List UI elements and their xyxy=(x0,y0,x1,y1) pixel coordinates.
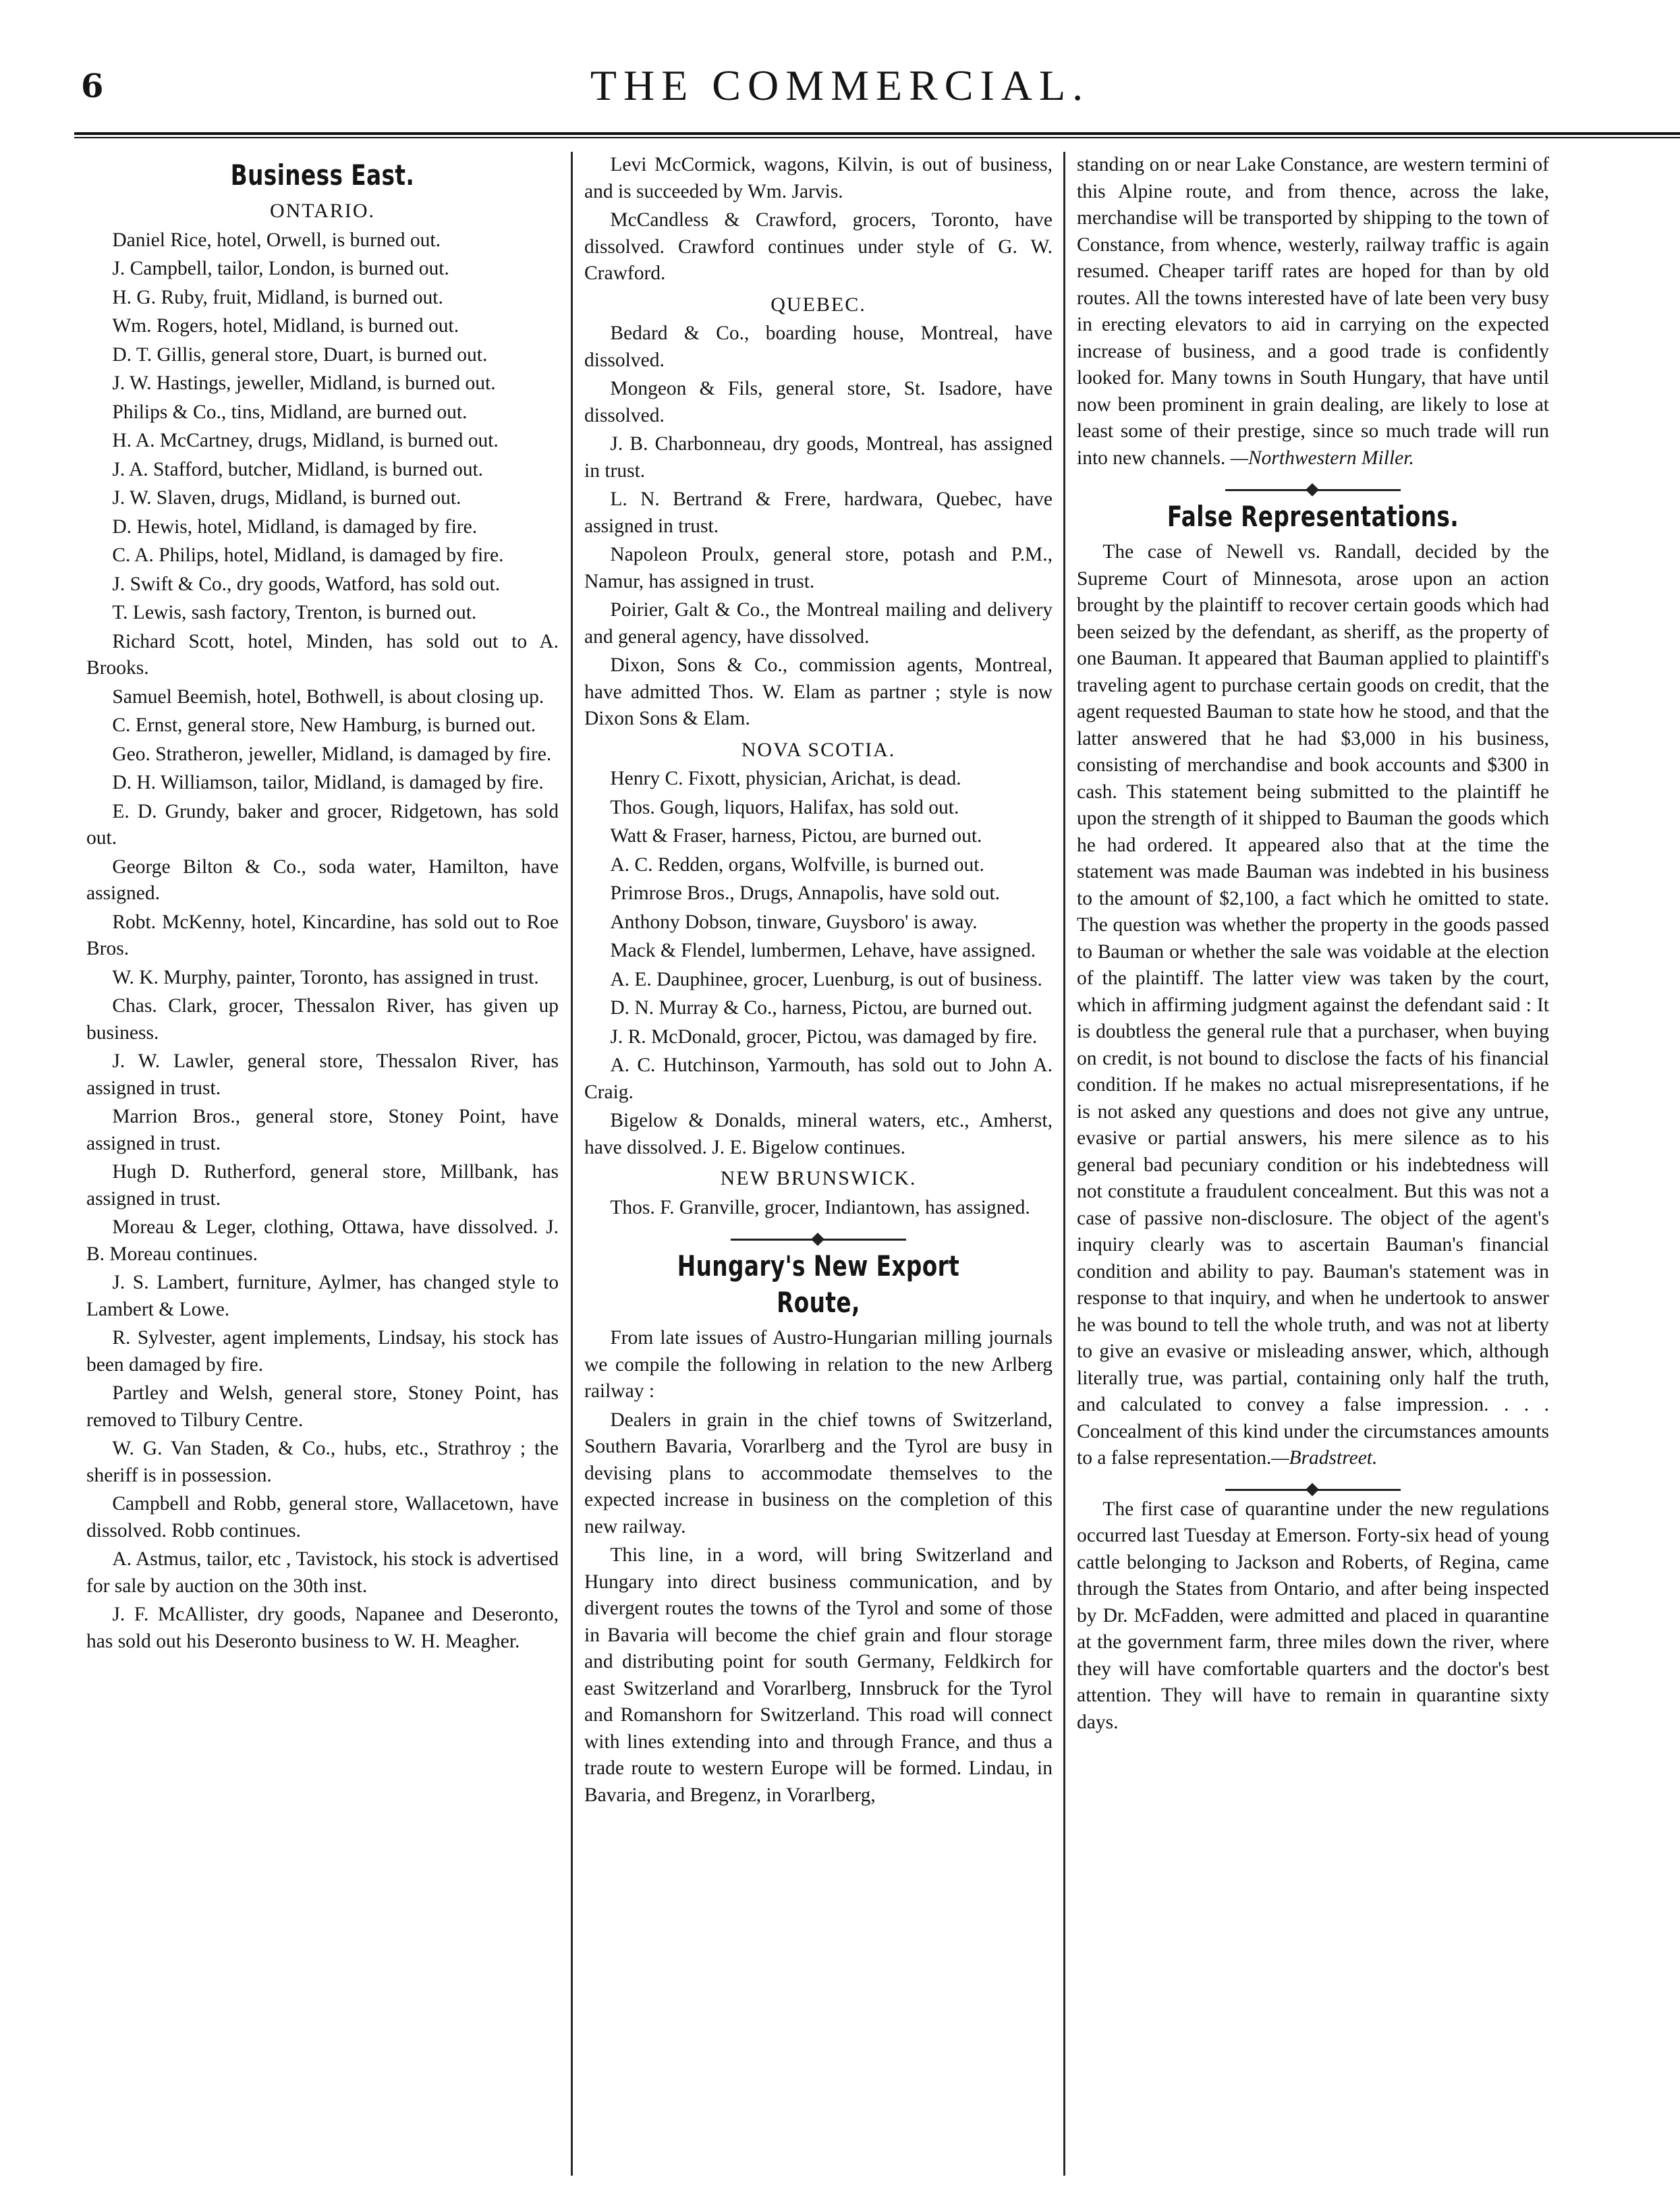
nova-scotia-subhead: NOVA SCOTIA. xyxy=(741,738,896,761)
masthead-rule xyxy=(74,132,1680,135)
false-representations-body: The case of Newell vs. Randall, decided by the Supreme Court of Minnesota, arose upon an action brought by the plaintiff to recover certain goods which had been seized by the defendant, as sheriff, as the property of one Bauman. It appeared that Bauman applied to plaintiff's traveling agent to purchase certain goods on credit, that the agent requested Bauman to state how he stood, and that the latter answered that he had $3,000 in his business, consisting of merchandise and book accounts and $300 in cash. This statement being submitted to the plaintiff he upon the strength of it shipped to Bauman the goods which he had ordered. It appeared also that at the time the statement was made Bauman was indebted in his business to the amount of $2,100, a fact which he omitted to state. The question was whether the property in the goods passed to Bauman or whether the sale was voidable at the election of the plaintiff. The latter view was taken by the court, which in affirming judgment against the defendant said : It is doubtless the general rule that a purchaser, when buying on credit, is not bound to disclose the facts of his financial condition. If he makes no actual misrepresentations, if he is not asked any questions and does not give any untrue, evasive or partial answers, his mere silence as to his general bad pecuniary condition or his indebtedness will not constitute a fraudulent concealment. But this was not a case of passive non-disclosure. The object of the agent's inquiry clearly was to ascertain Bauman's financial condition and ability to pay. Bauman's statement was in response to that inquiry, and when he undertook to answer he was bound to tell the whole truth, and was not at liberty to give an evasive or misleading answer, which, although literally true, was partial, containing only half the truth, and calculated to convey a false impression. . . . Concealment of this kind under the circumstances amounts to a false representation.—Bradstreet. xyxy=(1077,541,1549,1469)
article-paragraph: Dealers in grain in the chief towns of Switzerland, Southern Bavaria, Vorarlberg and the Tyrol are busy in devising plans to accommodate themselves to the expected increase in business on the completion of this new railway. xyxy=(584,1409,1053,1537)
business-notice: W. G. Van Staden, & Co., hubs, etc., Strathroy ; the sheriff is in possession. xyxy=(86,1438,559,1486)
business-notice: D. N. Murray & Co., harness, Pictou, are burned out. xyxy=(610,997,1033,1019)
business-notice: Dixon, Sons & Co., commission agents, Montreal, have admitted Thos. W. Elam as partner ; style is now Dixon Sons & Elam. xyxy=(584,654,1053,729)
business-notice: W. K. Murphy, painter, Toronto, has assigned in trust. xyxy=(112,966,539,988)
business-notice: Bigelow & Donalds, mineral waters, etc., Amherst, have dissolved. J. E. Bigelow continues. xyxy=(584,1110,1053,1158)
business-notice: Moreau & Leger, clothing, Ottawa, have dissolved. J. B. Moreau continues. xyxy=(86,1216,559,1265)
article-paragraph: From late issues of Austro-Hungarian milling journals we compile the following in relation to the new Arlberg railway : xyxy=(584,1327,1053,1402)
business-notice: D. T. Gillis, general store, Duart, is burned out. xyxy=(112,343,488,366)
business-notice: Partley and Welsh, general store, Stoney Point, has removed to Tilbury Centre. xyxy=(86,1382,559,1431)
column-rule xyxy=(1063,152,1065,2176)
source-credit: —Northwestern Miller. xyxy=(1230,447,1414,469)
business-notice: Geo. Stratheron, jeweller, Midland, is damaged by fire. xyxy=(112,743,552,765)
ornament-divider xyxy=(1077,1476,1549,1494)
masthead-rule-thin xyxy=(74,137,1680,138)
business-notice: J. Campbell, tailor, London, is burned out. xyxy=(112,258,449,279)
business-notice: McCandless & Crawford, grocers, Toronto, have dissolved. Crawford continues under style of G. W. Crawford. xyxy=(584,209,1053,284)
business-notice: E. D. Grundy, baker and grocer, Ridgetown, has sold out. xyxy=(86,800,559,849)
business-notice: Thos. F. Granville, grocer, Indiantown, has assigned. xyxy=(610,1196,1030,1218)
business-notice: J. W. Lawler, general store, Thessalon River, has assigned in trust. xyxy=(86,1050,559,1099)
business-notice: Wm. Rogers, hotel, Midland, is burned out. xyxy=(112,315,459,337)
business-notice: C. A. Philips, hotel, Midland, is damaged by fire. xyxy=(112,544,504,566)
business-notice: Mack & Flendel, lumbermen, Lehave, have assigned. xyxy=(610,940,1036,961)
business-notice: Chas. Clark, grocer, Thessalon River, has given up business. xyxy=(86,995,559,1044)
quebec-subhead: QUEBEC. xyxy=(771,293,866,316)
business-notice: Primrose Bros., Drugs, Annapolis, have sold out. xyxy=(610,882,1001,904)
business-notice: J. W. Slaven, drugs, Midland, is burned out. xyxy=(112,487,461,509)
ornament-divider xyxy=(1077,476,1549,493)
quarantine-article: The first case of quarantine under the new regulations occurred last Tuesday at Emerson. Forty-six head of young cattle belonging to Jackson and Roberts, of Regina, came through the States from Ontario, and after being inspected by Dr. McFadden, were admitted and placed in quarantine at the government farm, three miles down the river, where they will have comfortable quarters and the doctor's best attention. They will have to remain in quarantine sixty days. xyxy=(1077,1498,1549,1733)
ornament-divider xyxy=(584,1225,1053,1243)
business-notice: Samuel Beemish, hotel, Bothwell, is about closing up. xyxy=(112,685,544,708)
nova-scotia-list xyxy=(584,766,1053,1161)
business-notice: J. S. Lambert, furniture, Aylmer, has changed style to Lambert & Lowe. xyxy=(86,1272,559,1320)
business-notice: J. B. Charbonneau, dry goods, Montreal, has assigned in trust. xyxy=(584,433,1053,482)
column-3 xyxy=(1077,152,1549,1738)
business-east-list xyxy=(86,227,559,1656)
business-notice: J. R. McDonald, grocer, Pictou, was damaged by fire. xyxy=(610,1025,1038,1048)
business-notice: H. G. Ruby, fruit, Midland, is burned out. xyxy=(112,286,443,308)
business-notice: Levi McCormick, wagons, Kilvin, is out of business, and is succeeded by Wm. Jarvis. xyxy=(584,154,1053,202)
business-notice: A. C. Hutchinson, Yarmouth, has sold out to John A. Craig. xyxy=(584,1054,1053,1103)
business-notice: Mongeon & Fils, general store, St. Isadore, have dissolved. xyxy=(584,378,1053,426)
business-notice: D. Hewis, hotel, Midland, is damaged by fire. xyxy=(112,515,478,538)
column-2 xyxy=(584,152,1053,1811)
business-notice: J. A. Stafford, butcher, Midland, is burned out. xyxy=(112,458,484,480)
article-paragraph: This line, in a word, will bring Switzerland and Hungary into direct business communication, and by divergent routes the towns of the Tyrol and some of those in Bavaria will become the chief grain and flour storage and distributing point for south Germany, Feldkirch for east Switzerland and Vorarlberg, Innsbruck for the Tyrol and Romanshorn for Switzerland. This road will connect with lines extending into and through France, and thus a trade route to western Europe will be formed. Lindau, in Bavaria, and Bregenz, in Vorarlberg, xyxy=(584,1544,1053,1806)
section-subhead: ONTARIO. xyxy=(269,200,376,222)
business-notice: A. Astmus, tailor, etc , Tavistock, his stock is advertised for sale by auction on the 30th inst. xyxy=(86,1548,559,1597)
business-notice: H. A. McCartney, drugs, Midland, is burned out. xyxy=(112,430,499,451)
business-notice: Hugh D. Rutherford, general store, Millbank, has assigned in trust. xyxy=(86,1161,559,1210)
section-heading: Business East. xyxy=(230,159,415,192)
business-notice: J. W. Hastings, jeweller, Midland, is burned out. xyxy=(112,372,496,394)
business-notice: Robt. McKenny, hotel, Kincardine, has sold out to Roe Bros. xyxy=(86,911,559,959)
hungary-article-continued: standing on or near Lake Constance, are western termini of this Alpine route, and from thence, across the lake, merchandise will be transported by shipping to the town of Constance, from whence, westerly, railway traffic is again resumed. Cheaper tariff rates are hoped for than by old routes. All the towns interested have of late been very busy in erecting elevators to aid in carrying on the expected increase of business, and a good trade is confidently looked for. Many towns in South Hungary, that have until now been prominent in grain dealing, are likely to lose at least some of their prestige, since so much trade will run into new channels. —Northwestern Miller. xyxy=(1077,154,1549,469)
column-rule xyxy=(571,152,573,2176)
new-brunswick-subhead: NEW BRUNSWICK. xyxy=(720,1167,917,1189)
business-notice: R. Sylvester, agent implements, Lindsay, his stock has been damaged by fire. xyxy=(86,1327,559,1376)
business-notice: Henry C. Fixott, physician, Arichat, is dead. xyxy=(610,768,961,789)
business-notice: Marrion Bros., general store, Stoney Point, have assigned in trust. xyxy=(86,1106,559,1154)
business-notice: Daniel Rice, hotel, Orwell, is burned out. xyxy=(112,229,441,251)
page-number: 6 xyxy=(81,67,104,105)
business-notice: Thos. Gough, liquors, Halifax, has sold out. xyxy=(610,796,959,818)
source-credit: —Bradstreet. xyxy=(1271,1447,1378,1469)
column-1 xyxy=(86,152,559,1657)
business-notice: Napoleon Proulx, general store, potash and P.M., Namur, has assigned in trust. xyxy=(584,544,1053,592)
hungary-article-body xyxy=(584,1325,1053,1809)
article-heading-hungary: Hungary's New Export Route, xyxy=(677,1249,960,1319)
business-notice: George Bilton & Co., soda water, Hamilton, have assigned. xyxy=(86,855,559,904)
ontario-continued-list xyxy=(584,152,1053,287)
masthead-title: THE COMMERCIAL. xyxy=(590,61,1090,109)
business-notice: A. C. Redden, organs, Wolfville, is burned out. xyxy=(610,853,984,876)
business-notice: Campbell and Robb, general store, Wallacetown, have dissolved. Robb continues. xyxy=(86,1493,559,1542)
business-notice: T. Lewis, sash factory, Trenton, is burned out. xyxy=(112,602,477,623)
business-notice: Philips & Co., tins, Midland, are burned out. xyxy=(112,401,468,423)
business-notice: Watt & Fraser, harness, Pictou, are burned out. xyxy=(610,825,982,847)
business-notice: D. H. Williamson, tailor, Midland, is damaged by fire. xyxy=(112,772,544,793)
article-heading-false-representations: False Representations. xyxy=(1167,500,1459,533)
new-brunswick-list xyxy=(584,1195,1053,1222)
business-notice: Poirier, Galt & Co., the Montreal mailing and delivery and general agency, have dissolved. xyxy=(584,599,1053,648)
business-notice: Bedard & Co., boarding house, Montreal, have dissolved. xyxy=(584,322,1053,371)
business-notice: J. F. McAllister, dry goods, Napanee and Deseronto, has sold out his Deseronto business to W. H. Meagher. xyxy=(86,1604,559,1652)
business-notice: J. Swift & Co., dry goods, Watford, has sold out. xyxy=(112,573,501,595)
business-notice: Richard Scott, hotel, Minden, has sold out to A. Brooks. xyxy=(86,630,559,679)
business-notice: A. E. Dauphinee, grocer, Luenburg, is out of business. xyxy=(610,968,1042,990)
business-notice: L. N. Bertrand & Frere, hardwara, Quebec, have assigned in trust. xyxy=(584,488,1053,537)
quebec-list xyxy=(584,320,1053,733)
business-notice: Anthony Dobson, tinware, Guysboro' is away. xyxy=(610,911,978,933)
business-notice: C. Ernst, general store, New Hamburg, is burned out. xyxy=(112,714,536,736)
